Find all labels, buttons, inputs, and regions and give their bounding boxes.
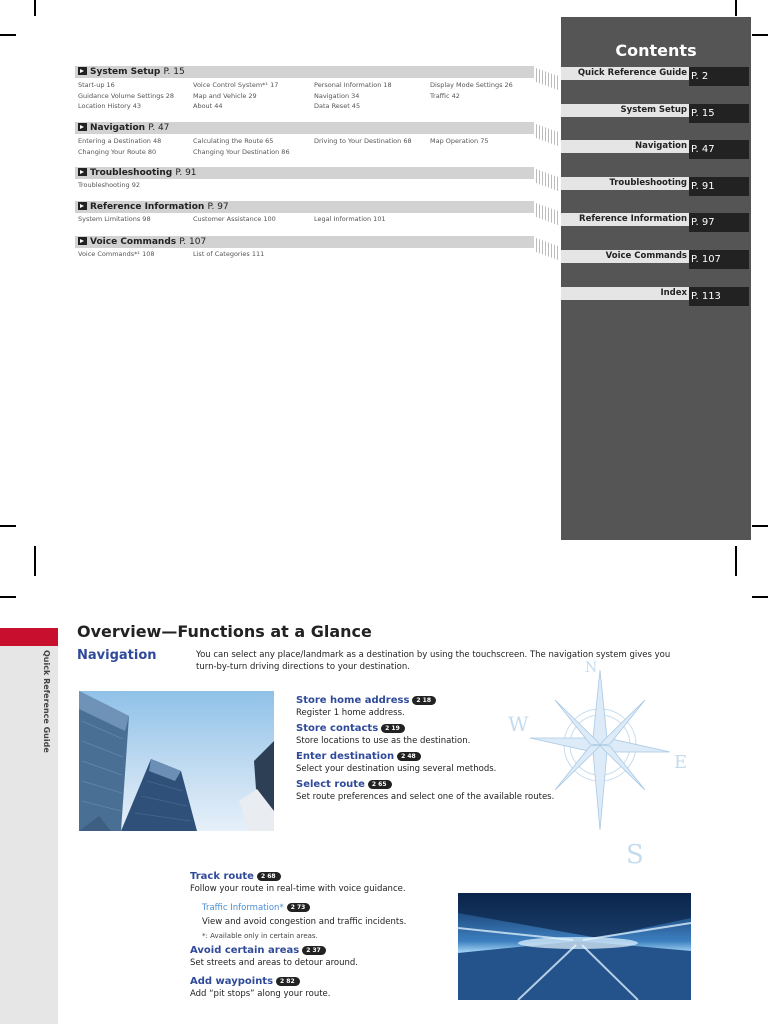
section-heading: Navigation xyxy=(77,648,157,663)
page-ref-badge[interactable]: 2 18 xyxy=(412,696,436,705)
contents-tab[interactable] xyxy=(561,213,749,232)
section-arrow-icon xyxy=(78,237,87,245)
highway-tunnel-photo xyxy=(458,893,691,1000)
toc-entry[interactable]: Entering a Destination 48 xyxy=(78,137,162,145)
sub-feature-desc: View and avoid congestion and traffic incidents. xyxy=(202,917,407,927)
contents-panel xyxy=(561,17,751,540)
section-arrow-icon xyxy=(78,123,87,131)
contents-tab-page: P. 107 xyxy=(689,250,749,269)
feature-desc: Select your destination using several methods. xyxy=(296,764,497,774)
intro-text: You can select any place/landmark as a destination by using the touchscreen. The navigation system gives you turn-by-turn driving directions to your destination. xyxy=(196,650,671,672)
feature-store-home-address xyxy=(296,688,436,719)
toc-entry[interactable]: Driving to Your Destination 68 xyxy=(314,137,412,145)
contents-tab-label: Voice Commands xyxy=(561,250,689,263)
crop-mark xyxy=(0,596,16,598)
feature-title: Avoid certain areas xyxy=(190,945,300,956)
toc-entry[interactable]: Customer Assistance 100 xyxy=(193,215,276,223)
contents-tab-label: Navigation xyxy=(561,140,689,153)
tab-connector xyxy=(536,169,560,192)
toc-entry[interactable]: Traffic 42 xyxy=(430,92,460,100)
toc-entry[interactable]: Voice Commands*¹ 108 xyxy=(78,250,155,258)
contents-tab-page: P. 47 xyxy=(689,140,749,159)
section-arrow-icon xyxy=(78,202,87,210)
toc-entry[interactable]: Data Reset 45 xyxy=(314,102,361,110)
feature-store-contacts xyxy=(296,716,470,747)
crop-mark xyxy=(735,546,737,576)
toc-entry[interactable]: Map and Vehicle 29 xyxy=(193,92,257,100)
page-title: Overview—Functions at a Glance xyxy=(77,622,372,641)
contents-tab-label: Reference Information xyxy=(561,213,689,226)
crop-mark xyxy=(752,34,768,36)
toc-entry[interactable]: Changing Your Route 80 xyxy=(78,148,157,156)
tab-connector xyxy=(536,68,560,91)
contents-tab-page: P. 15 xyxy=(689,104,749,123)
toc-entry[interactable]: Calculating the Route 65 xyxy=(193,137,274,145)
contents-tab[interactable] xyxy=(561,177,749,196)
sub-feature-title: Traffic Information* xyxy=(202,903,284,913)
page-ref-badge[interactable]: 2 19 xyxy=(381,724,405,733)
toc-section xyxy=(75,201,534,223)
feature-title: Track route xyxy=(190,871,254,882)
page-ref-badge[interactable]: 2 68 xyxy=(257,872,281,881)
contents-tab-label: Troubleshooting xyxy=(561,177,689,190)
contents-tab-page: P. 91 xyxy=(689,177,749,196)
contents-tab-label: Quick Reference Guide xyxy=(561,67,689,80)
toc-entry[interactable]: List of Categories 111 xyxy=(193,250,265,258)
contents-tab-page: P. 2 xyxy=(689,67,749,86)
feature-desc: Add “pit stops” along your route. xyxy=(190,989,331,999)
crop-mark xyxy=(34,546,36,576)
feature-add-waypoints xyxy=(190,969,330,1000)
crop-mark xyxy=(735,0,737,16)
toc-section-title: Navigation xyxy=(90,123,146,133)
toc-entry[interactable]: Display Mode Settings 26 xyxy=(430,81,513,89)
toc-section-page: P. 97 xyxy=(207,202,229,212)
toc-section xyxy=(75,167,534,189)
contents-tab-page: P. 97 xyxy=(689,213,749,232)
feature-title: Store contacts xyxy=(296,723,379,734)
toc-entry[interactable]: System Limitations 98 xyxy=(78,215,151,223)
toc-entry[interactable]: Navigation 34 xyxy=(314,92,360,100)
tab-connector xyxy=(536,124,560,147)
section-arrow-icon xyxy=(78,168,87,176)
toc-entry[interactable]: Legal Information 101 xyxy=(314,215,386,223)
crop-mark xyxy=(0,525,16,527)
feature-desc: Store locations to use as the destination. xyxy=(296,736,471,746)
toc-section xyxy=(75,122,534,156)
page-ref-badge[interactable]: 2 48 xyxy=(397,752,421,761)
feature-title: Store home address xyxy=(296,695,410,706)
contents-tab[interactable] xyxy=(561,67,749,86)
crop-mark xyxy=(752,596,768,598)
page-ref-badge[interactable]: 2 73 xyxy=(287,903,311,912)
compass-s-label: S xyxy=(626,840,644,870)
toc-section xyxy=(75,236,534,258)
toc-section-header[interactable] xyxy=(75,201,534,213)
footnote: *: Available only in certain areas. xyxy=(202,932,318,940)
toc-entry[interactable]: Changing Your Destination 86 xyxy=(193,148,290,156)
page-ref-badge[interactable]: 2 82 xyxy=(276,977,300,986)
contents-tab-page: P. 113 xyxy=(689,287,749,306)
toc-section-title: System Setup xyxy=(90,67,161,77)
compass-rose-icon xyxy=(500,660,700,880)
toc-section-page: P. 15 xyxy=(163,67,185,77)
feature-desc: Follow your route in real-time with voice guidance. xyxy=(190,884,406,894)
feature-title: Select route xyxy=(296,779,365,790)
feature-desc: Register 1 home address. xyxy=(296,708,405,718)
tab-connector xyxy=(536,238,560,261)
contents-tab[interactable] xyxy=(561,104,749,123)
toc-section-title: Voice Commands xyxy=(90,237,177,247)
compass-w-label: W xyxy=(508,712,529,736)
tab-connector xyxy=(536,203,560,226)
toc-entry[interactable]: About 44 xyxy=(193,102,223,110)
side-label: Quick Reference Guide xyxy=(42,650,51,753)
toc-section-header[interactable] xyxy=(75,236,534,248)
toc-entry[interactable]: Troubleshooting 92 xyxy=(78,181,140,189)
city-skyline-photo xyxy=(79,691,274,831)
crop-mark xyxy=(0,34,16,36)
section-tab-marker xyxy=(0,628,58,646)
feature-title: Enter destination xyxy=(296,751,395,762)
toc-section-header[interactable] xyxy=(75,167,534,179)
section-arrow-icon xyxy=(78,67,87,75)
feature-track-route xyxy=(190,864,406,940)
compass-e-label: E xyxy=(674,752,688,773)
toc-section-title: Troubleshooting xyxy=(90,168,173,178)
feature-desc: Set streets and areas to detour around. xyxy=(190,958,358,968)
contents-title: Contents xyxy=(615,41,697,60)
compass-n-label: N xyxy=(585,660,598,676)
toc-entry[interactable]: Voice Control System*¹ 17 xyxy=(193,81,279,89)
toc-entry[interactable]: Map Operation 75 xyxy=(430,137,489,145)
feature-select-route xyxy=(296,772,554,803)
toc-entry[interactable]: Personal Information 18 xyxy=(314,81,392,89)
page-ref-badge[interactable]: 2 65 xyxy=(368,780,392,789)
page-ref-badge[interactable]: 2 37 xyxy=(302,946,326,955)
toc-section-page: P. 107 xyxy=(179,237,207,247)
toc-section xyxy=(75,66,534,110)
crop-mark xyxy=(34,0,36,16)
contents-tab[interactable] xyxy=(561,250,749,269)
toc-entry[interactable]: Guidance Volume Settings 28 xyxy=(78,92,175,100)
contents-tab[interactable] xyxy=(561,140,749,159)
toc-entry[interactable]: Start-up 16 xyxy=(78,81,115,89)
contents-tab[interactable] xyxy=(561,287,749,306)
toc-section-header[interactable] xyxy=(75,122,534,134)
crop-mark xyxy=(752,525,768,527)
contents-tab-label: Index xyxy=(561,287,689,300)
contents-tab-label: System Setup xyxy=(561,104,689,117)
toc-section-title: Reference Information xyxy=(90,202,205,212)
toc-section-page: P. 47 xyxy=(148,123,170,133)
toc-entry[interactable]: Location History 43 xyxy=(78,102,142,110)
toc-section-header[interactable] xyxy=(75,66,534,78)
feature-avoid-areas xyxy=(190,938,358,969)
feature-desc: Set route preferences and select one of the available routes. xyxy=(296,792,555,802)
toc-section-page: P. 91 xyxy=(175,168,197,178)
feature-title: Add waypoints xyxy=(190,976,274,987)
feature-enter-destination xyxy=(296,744,496,775)
